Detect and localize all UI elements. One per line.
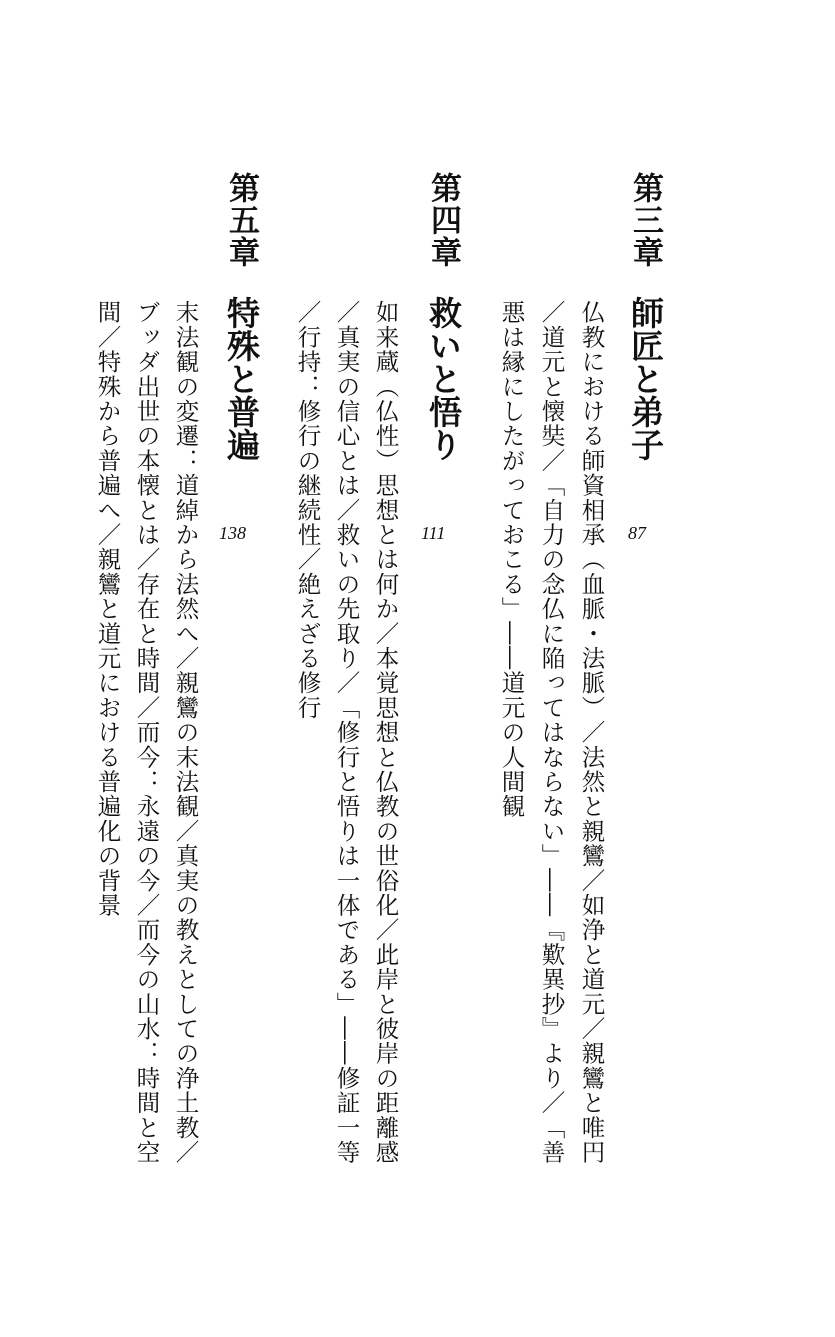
chapter-4-line-1: 如来蔵（仏性）思想とは何か／本覚思想と仏教の世俗化／此岸と彼岸の距離感	[371, 300, 400, 1165]
chapter-4-line-2: ／真実の信心とは／救いの先取り／「修行と悟りは一体である」――修証一等	[332, 300, 361, 1165]
chapter-4-page-number: 111	[421, 523, 446, 543]
chapter-4-line-3: ／行持：修行の継続性／絶えざる修行	[293, 300, 322, 720]
chapter-4-title: 救いと悟り	[424, 296, 463, 461]
chapter-3-page-number: 87	[628, 523, 646, 543]
chapter-4-label: 第四章	[425, 172, 461, 268]
chapter-3-title: 師匠と弟子	[626, 296, 665, 461]
chapter-5-page-number: 138	[219, 523, 246, 543]
chapter-5-line-3: 間／特殊から普遍へ／親鸞と道元における普遍化の背景	[93, 300, 122, 918]
chapter-5-label: 第五章	[223, 172, 259, 268]
chapter-5-line-1: 末法観の変遷：道綽から法然へ／親鸞の末法観／真実の教えとしての浄土教／	[171, 300, 200, 1165]
chapter-3-label: 第三章	[627, 172, 663, 268]
chapter-5-title: 特殊と普遍	[222, 296, 261, 461]
chapter-3-line-3: 悪は縁にしたがっておこる」――道元の人間観	[497, 300, 526, 819]
chapter-5-line-2: ブッダ出世の本懐とは／存在と時間／而今：永遠の今／而今の山水：時間と空	[132, 300, 161, 1165]
chapter-3-line-2: ／道元と懐奘／「自力の念仏に陥ってはならない」――『歎異抄』より／「善	[537, 300, 566, 1165]
chapter-3-line-1: 仏教における師資相承（血脈・法脈）／法然と親鸞／如浄と道元／親鸞と唯円	[577, 300, 606, 1165]
